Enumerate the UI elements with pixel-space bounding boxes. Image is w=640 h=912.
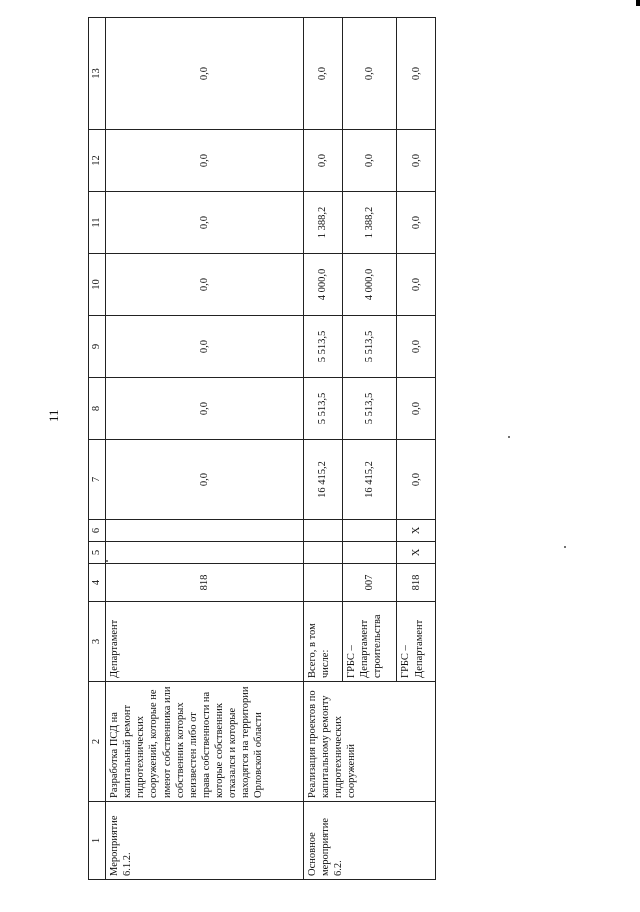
executor-cell: ГРБС – Департамент [397, 602, 436, 682]
value-cell-10: 0,0 [106, 254, 304, 316]
header-cell: 3 [89, 602, 106, 682]
value-cell-11: 1 388,2 [304, 192, 343, 254]
value-cell-7: 0,0 [106, 440, 304, 520]
header-cell: 10 [89, 254, 106, 316]
cell-c5: X [397, 542, 436, 564]
value-cell-13: 0,0 [342, 18, 397, 130]
budget-table [88, 17, 436, 880]
value-cell-8: 5 513,5 [304, 378, 343, 440]
value-cell-8: 5 513,5 [342, 378, 397, 440]
cell-c6 [342, 520, 397, 542]
value-cell-11: 0,0 [106, 192, 304, 254]
budget-table-rotated [88, 18, 436, 880]
table-row [304, 18, 343, 880]
page-number: 11 [46, 409, 61, 422]
cell-c5 [304, 542, 343, 564]
grbs-code-cell [304, 564, 343, 602]
scan-speck [508, 436, 510, 438]
value-cell-7: 0,0 [397, 440, 436, 520]
header-cell: 13 [89, 18, 106, 130]
executor-cell: Всего, в том числе: [304, 602, 343, 682]
cell-c6 [304, 520, 343, 542]
value-cell-11: 0,0 [397, 192, 436, 254]
cell-c6: X [397, 520, 436, 542]
value-cell-9: 0,0 [397, 316, 436, 378]
scan-corner-mark [636, 0, 640, 6]
value-cell-9: 5 513,5 [342, 316, 397, 378]
measure-code-cell: Основное мероприятие 6.2. [304, 802, 436, 880]
cell-c5 [342, 542, 397, 564]
grbs-code-cell: 818 [397, 564, 436, 602]
cell-c5 [106, 542, 304, 564]
measure-description-cell: Реализация проектов по капитальному ремонту гидротехнических сооружений [304, 682, 436, 802]
header-cell: 8 [89, 378, 106, 440]
cell-c6 [106, 520, 304, 542]
header-cell: 1 [89, 802, 106, 880]
executor-cell: ГРБС – Департамент строительства [342, 602, 397, 682]
value-cell-13: 0,0 [397, 18, 436, 130]
value-cell-8: 0,0 [106, 378, 304, 440]
value-cell-13: 0,0 [106, 18, 304, 130]
value-cell-9: 5 513,5 [304, 316, 343, 378]
value-cell-12: 0,0 [106, 130, 304, 192]
executor-cell: Департамент [106, 602, 304, 682]
value-cell-10: 4 000,0 [342, 254, 397, 316]
value-cell-9: 0,0 [106, 316, 304, 378]
table-row [106, 18, 304, 880]
measure-description-cell: Разработка ПСД на капитальный ремонт гидротехнических сооружений, которые не имеют собственника или собственник которых неизвестен либо от права собственности на которые собственник отказался и которые находятся на территории Орловской области [106, 682, 304, 802]
header-cell: 11 [89, 192, 106, 254]
value-cell-12: 0,0 [304, 130, 343, 192]
scan-speck [106, 560, 108, 562]
grbs-code-cell: 818 [106, 564, 304, 602]
value-cell-7: 16 415,2 [342, 440, 397, 520]
header-row [89, 18, 106, 880]
scan-speck [564, 546, 566, 548]
header-cell: 12 [89, 130, 106, 192]
value-cell-7: 16 415,2 [304, 440, 343, 520]
value-cell-10: 4 000,0 [304, 254, 343, 316]
value-cell-12: 0,0 [342, 130, 397, 192]
header-cell: 9 [89, 316, 106, 378]
value-cell-8: 0,0 [397, 378, 436, 440]
measure-code-cell: Мероприятие 6.1.2. [106, 802, 304, 880]
value-cell-10: 0,0 [397, 254, 436, 316]
value-cell-11: 1 388,2 [342, 192, 397, 254]
grbs-code-cell: 007 [342, 564, 397, 602]
header-cell: 4 [89, 564, 106, 602]
header-cell: 6 [89, 520, 106, 542]
header-cell: 5 [89, 542, 106, 564]
header-cell: 7 [89, 440, 106, 520]
value-cell-13: 0,0 [304, 18, 343, 130]
header-cell: 2 [89, 682, 106, 802]
value-cell-12: 0,0 [397, 130, 436, 192]
